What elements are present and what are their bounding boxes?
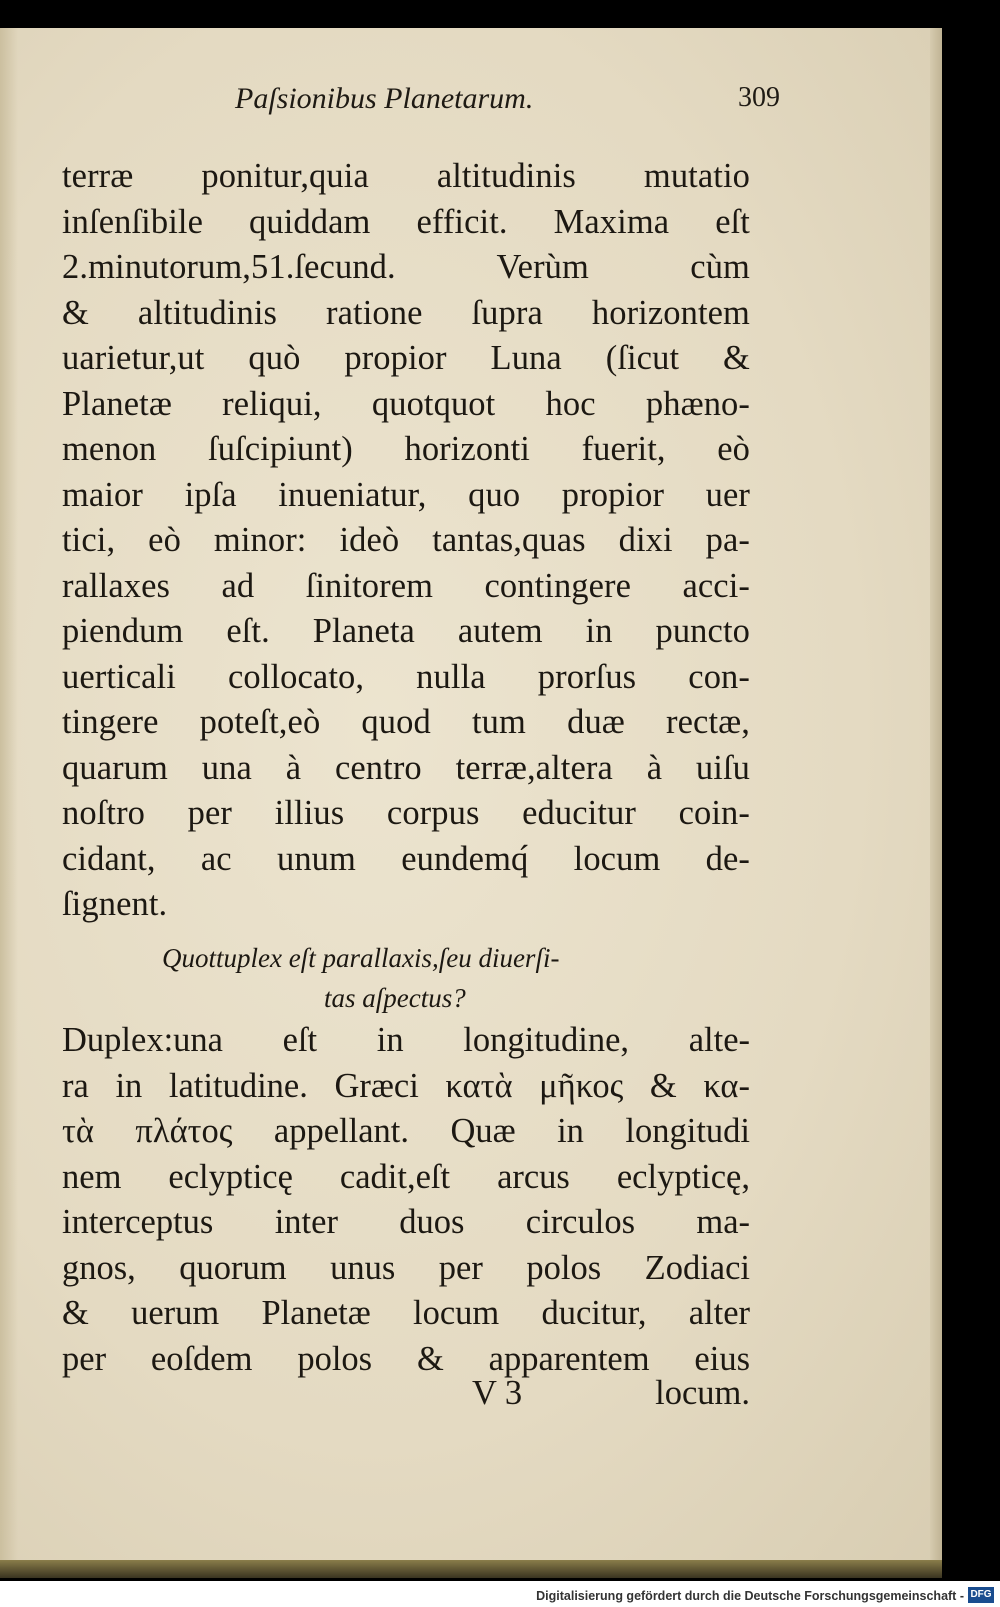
page-header bbox=[60, 82, 780, 132]
text-line: tici, eò minor: ideò tantas,quas dixi pa- bbox=[62, 521, 750, 559]
text-line: uarietur,ut quò propior Luna (ſicut & bbox=[62, 339, 750, 377]
text-line: inſenſibile quiddam efficit. Maxima eſt bbox=[62, 202, 750, 241]
text-line: cidant, ac unum eundemq́ locum de- bbox=[62, 839, 750, 878]
text-line: 2.minutorum,51.ſecund. Verùm cùm bbox=[62, 248, 750, 286]
text-line: per eoſdem polos & apparentem eius bbox=[62, 1339, 750, 1378]
text-line: nem eclypticę cadit,eſt arcus eclypticę, bbox=[62, 1157, 750, 1196]
catchword: locum. bbox=[655, 1374, 750, 1412]
text-line: maior ipſa inueniatur, quo propior uer bbox=[62, 475, 750, 514]
text-line: terræ ponitur,quia altitudinis mutatio bbox=[62, 157, 750, 195]
book-page bbox=[0, 28, 942, 1568]
dfg-logo: DFG bbox=[968, 1587, 994, 1603]
text-line: menon ſuſcipiunt) horizonti fuerit, eò bbox=[62, 430, 750, 468]
text-line: uerticali collocato, nulla prorſus con- bbox=[62, 657, 750, 696]
text-line: quarum una à centro terræ,altera à uiſu bbox=[62, 748, 750, 787]
page-edge bbox=[930, 28, 942, 1568]
running-title: Paſsionibus Planetarum. bbox=[235, 82, 534, 115]
text-line: tingere poteſt,eò quod tum duæ rectæ, bbox=[62, 703, 750, 741]
section-heading bbox=[62, 938, 750, 1018]
page-bottom-edge bbox=[0, 1560, 942, 1578]
gutter-shadow bbox=[0, 28, 18, 1568]
text-line: Duplex:una eſt in longitudine, alte- bbox=[62, 1021, 750, 1059]
text-line: piendum eſt. Planeta autem in puncto bbox=[62, 612, 750, 650]
text-line: & uerum Planetæ locum ducitur, alter bbox=[62, 1294, 750, 1332]
text-line: ra in latitudine. Græci κατὰ μῆκος & κα- bbox=[62, 1066, 750, 1105]
body-text bbox=[62, 154, 750, 928]
text-line: noſtro per illius corpus educitur coin- bbox=[62, 794, 750, 832]
body-text-answer bbox=[62, 1018, 750, 1382]
text-line: rallaxes ad ſinitorem contingere acci- bbox=[62, 566, 750, 605]
digitization-footer bbox=[0, 1581, 1000, 1607]
text-line: interceptus inter duos circulos ma- bbox=[62, 1203, 750, 1241]
text-line: τὰ πλάτος appellant. Quæ in longitudi bbox=[62, 1112, 750, 1150]
catch-line bbox=[62, 1374, 750, 1419]
text-line: gnos, quorum unus per polos Zodiaci bbox=[62, 1248, 750, 1287]
footer-credit: Digitalisierung gefördert durch die Deutsche Forschungsgemeinschaft - bbox=[536, 1589, 964, 1603]
page-number: 309 bbox=[738, 82, 780, 113]
heading-line: tas aſpectus? bbox=[324, 983, 466, 1013]
text-line: & altitudinis ratione ſupra horizontem bbox=[62, 293, 750, 332]
signature-mark: V 3 bbox=[472, 1374, 523, 1412]
text-line: ſignent. bbox=[62, 885, 168, 923]
heading-line: Quottuplex eſt parallaxis,ſeu diuerſi- bbox=[162, 943, 560, 973]
text-line: Planetæ reliqui, quotquot hoc phæno- bbox=[62, 384, 750, 423]
